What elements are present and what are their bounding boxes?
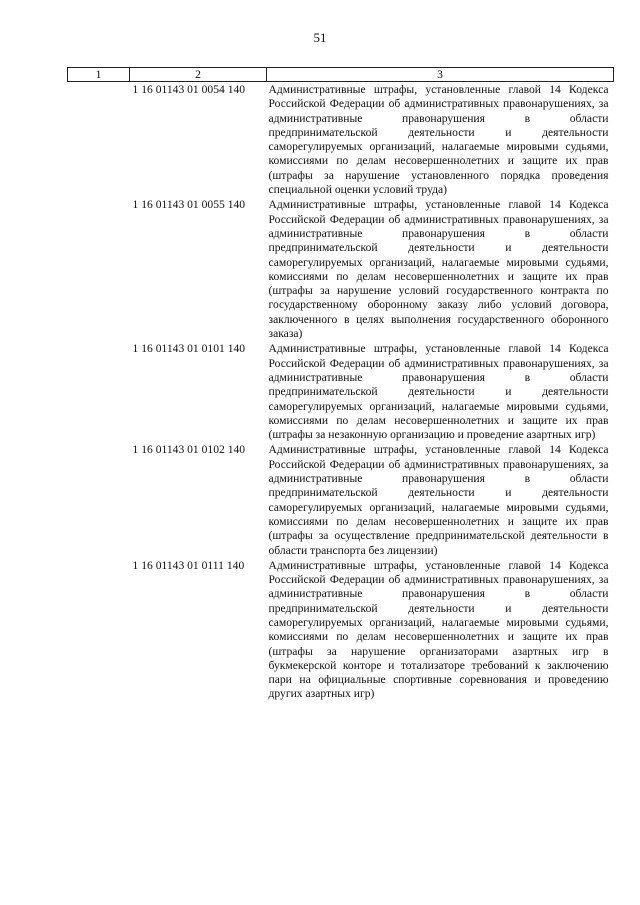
page-number: 51 xyxy=(313,30,327,45)
column-header-2: 2 xyxy=(130,68,267,82)
code-description: Административные штрафы, установленные главой 14 Кодекса Российской Федерации об административных правонарушениях, за административные правонарушения в области предпринимательской деятельности и деятельности саморегулируемых организаций, налагаемые мировыми судьями, комиссиями по делам несовершеннолетних и защите их прав (штрафы за нарушение установленного порядка проведения специальной оценки условий труда) xyxy=(268,83,609,197)
table-row xyxy=(68,341,614,442)
classification-code: 1 16 01143 01 0054 140 xyxy=(132,83,246,96)
code-description: Административные штрафы, установленные главой 14 Кодекса Российской Федерации об административных правонарушениях, за административные правонарушения в области предпринимательской деятельности и деятельности саморегулируемых организаций, налагаемые мировыми судьями, комиссиями по делам несовершеннолетних и защите их прав (штрафы за нарушение организаторами азартных игр в букмекерской конторе и тотализаторе требований к заключению пари на официальные спортивные соревнования и проведению других азартных игр) xyxy=(268,558,609,701)
table-row xyxy=(68,558,614,702)
classification-code: 1 16 01143 01 0055 140 xyxy=(132,198,246,212)
table-row xyxy=(68,82,614,198)
table-row xyxy=(68,442,614,557)
row-col1 xyxy=(68,197,130,341)
column-header-3: 3 xyxy=(267,68,614,82)
classification-code: 1 16 01143 01 0102 140 xyxy=(132,443,246,457)
row-col1 xyxy=(68,442,130,557)
row-col1 xyxy=(68,341,130,442)
row-col1 xyxy=(68,558,130,702)
budget-codes-table xyxy=(67,67,614,702)
code-description: Административные штрафы, установленные главой 14 Кодекса Российской Федерации об административных правонарушениях, за административные правонарушения в области предпринимательской деятельности и деятельности саморегулируемых организаций, налагаемые мировыми судьями, комиссиями по делам несовершеннолетних и защите их прав (штрафы за незаконную организацию и проведение азартных игр) xyxy=(268,342,609,442)
classification-code: 1 16 01143 01 0101 140 xyxy=(132,342,246,356)
row-col1 xyxy=(68,82,130,198)
column-header-1: 1 xyxy=(68,68,130,82)
code-description: Административные штрафы, установленные главой 14 Кодекса Российской Федерации об административных правонарушениях, за административные правонарушения в области предпринимательской деятельности и деятельности саморегулируемых организаций, налагаемые мировыми судьями, комиссиями по делам несовершеннолетних и защите их прав (штрафы за нарушение условий государственного контракта по государственному оборонному заказу либо условий договора, заключенного в целях выполнения государственного оборонного заказа) xyxy=(268,198,609,341)
table-row xyxy=(68,197,614,341)
code-description: Административные штрафы, установленные главой 14 Кодекса Российской Федерации об административных правонарушениях, за административные правонарушения в области предпринимательской деятельности и деятельности саморегулируемых организаций, налагаемые мировыми судьями, комиссиями по делам несовершеннолетних и защите их прав (штрафы за осуществление предпринимательской деятельности в области транспорта без лицензии) xyxy=(268,443,609,557)
classification-code: 1 16 01143 01 0111 140 xyxy=(132,558,245,572)
table-header xyxy=(68,68,614,82)
